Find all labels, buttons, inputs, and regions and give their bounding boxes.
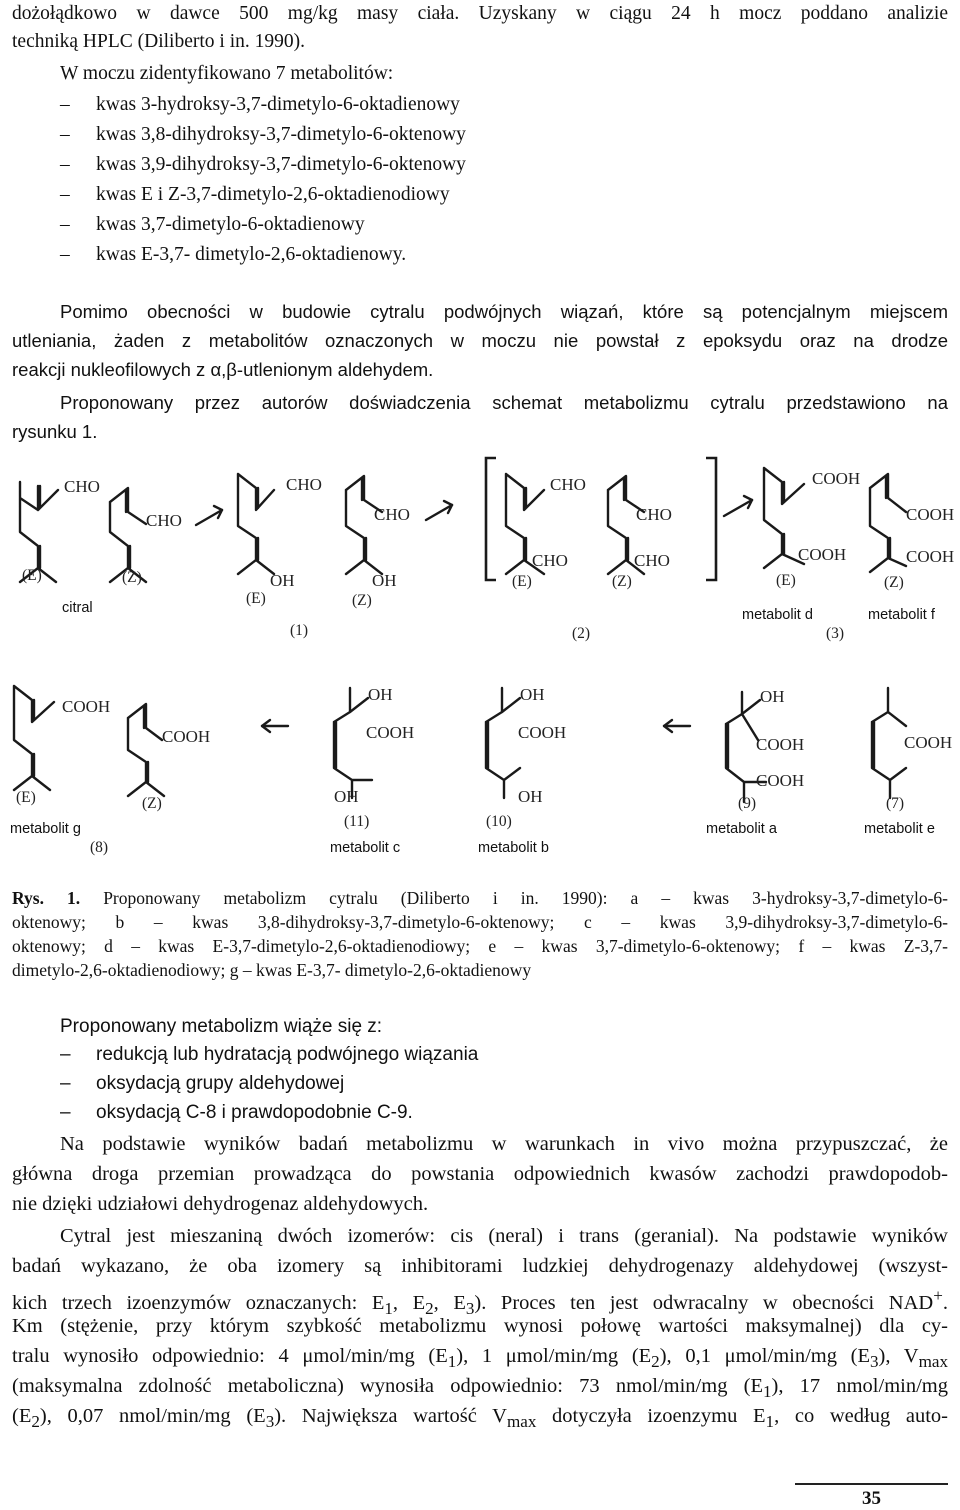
label-metabolit-a: metabolit a	[706, 821, 777, 837]
metabolism-scheme-svg	[0, 450, 960, 870]
figure-caption-line-4: dimetylo-2,6-oktadienodiowy; g – kwas E-3,7- dimetylo-2,6-oktadienowy	[12, 960, 532, 980]
cooh-group: COOH	[162, 727, 211, 746]
compound-number: (9)	[738, 795, 757, 812]
isomer-label-z: (Z)	[142, 795, 162, 812]
metabolite-item: – kwas 3,9-dihydroksy-3,7-dimetylo-6-oktenowy	[60, 154, 466, 175]
figure-caption-line-3: oktenowy; d – kwas E-3,7-dimetylo-2,6-oktadienodiowy; e – kwas 3,7-dimetylo-6-oktenowy; f – kwas Z-3,7-	[12, 936, 948, 956]
footer-rule	[795, 1483, 948, 1485]
para1-line-4: Proponowany przez autorów doświadczenia schemat metabolizmu cytralu przedstawiono na	[60, 392, 948, 413]
intro-line-1: dożołądkowo w dawce 500 mg/kg masy ciała. Uzyskany w ciągu 24 h mocz poddano analizie	[12, 3, 948, 24]
metabolites-list-header: W moczu zidentyfikowano 7 metabolitów:	[60, 63, 394, 84]
compound-number: (3)	[826, 625, 845, 642]
cho-group: CHO	[634, 551, 670, 570]
isomer-label-z: (Z)	[884, 574, 904, 591]
oh-group: OH	[270, 571, 295, 590]
isomer-label-e: (E)	[776, 572, 796, 589]
cho-group: CHO	[286, 475, 322, 494]
structure-3-e	[764, 468, 860, 589]
figure-caption-line-2: oktenowy; b – kwas 3,8-dihydroksy-3,7-dimetylo-6-oktenowy; c – kwas 3,9-dihydroksy-3,7-dimetylo-6-	[12, 912, 948, 932]
cho-group: CHO	[146, 511, 182, 530]
structure-2-e	[506, 474, 586, 590]
cooh-group: COOH	[756, 735, 805, 754]
compound-number: (10)	[486, 813, 512, 830]
cho-group: CHO	[550, 475, 586, 494]
cooh-group: COOH	[798, 545, 847, 564]
metabolite-item: – kwas E-3,7- dimetylo-2,6-oktadienowy.	[60, 244, 407, 265]
structure-9	[726, 687, 804, 812]
label-metabolit-g: metabolit g	[10, 821, 81, 837]
metabolite-item: – kwas E i Z-3,7-dimetylo-2,6-oktadienodiowy	[60, 184, 450, 205]
para1-line-3: reakcji nukleofilowych z α,β-utlenionym aldehydem.	[12, 359, 434, 380]
oh-group: OH	[520, 685, 545, 704]
isomer-label-z: (Z)	[122, 569, 142, 586]
structure-10	[486, 685, 566, 830]
cooh-group: COOH	[904, 733, 953, 752]
cooh-group: COOH	[906, 505, 955, 524]
cooh-group: COOH	[62, 697, 111, 716]
section2-header: Proponowany metabolizm wiąże się z:	[60, 1016, 383, 1037]
section2-p1-line-3: nie dzięki udziałowi dehydrogenaz aldehydowych.	[12, 1193, 429, 1215]
section2-p2-line-1: Cytral jest mieszaniną dwóch izomerów: cis (neral) i trans (geranial). Na podstawie wyników	[60, 1225, 948, 1247]
metabolite-item: – kwas 3,7-dimetylo-6-oktadienowy	[60, 214, 365, 235]
oh-group: OH	[760, 687, 785, 706]
compound-number: (7)	[886, 795, 905, 812]
structure-2-z	[608, 476, 672, 590]
isomer-label-e: (E)	[512, 573, 532, 590]
para1-line-5: rysunku 1.	[12, 421, 98, 442]
page-number: 35	[862, 1488, 881, 1509]
section2-p2-line-2: badań wykazano, że oba izomery są inhibitorami ludzkiej dehydrogenazy aldehydowej (wszyst-	[12, 1255, 948, 1277]
section2-p2-line-5: tralu wynosiło odpowiednio: 4 μmol/min/mg $(E_1)$, 1 μmol/min/mg $(E_2)$, 0,1 μmol/min/mg $(E_3)$, $V_{max}$	[12, 1345, 948, 1372]
structure-1-e	[238, 474, 322, 607]
structure-1-z	[346, 476, 410, 609]
intro-line-2: techniką HPLC (Diliberto i in. 1990).	[12, 31, 305, 52]
cooh-group: COOH	[756, 771, 805, 790]
structure-11	[334, 685, 414, 830]
compound-number: (11)	[344, 813, 370, 830]
structure-3-z	[870, 474, 954, 591]
cho-group: CHO	[374, 505, 410, 524]
oh-group: OH	[518, 787, 543, 806]
cho-group: CHO	[532, 551, 568, 570]
figure-caption-label: Rys. 1.	[12, 888, 81, 908]
cooh-group: COOH	[518, 723, 567, 742]
para1-line-1: Pomimo obecności w budowie cytralu podwójnych wiązań, które są potencjalnym miejscem	[60, 301, 948, 322]
cooh-group: COOH	[906, 547, 955, 566]
section2-p2-line-3: kich trzech izoenzymów oznaczanych: $E_1$, $E_2$, $E_3$). Proces ten jest odwracalny w obecności NAD+.	[12, 1286, 948, 1318]
section2-p2-line-7: $(E_2)$, 0,07 nmol/min/mg $(E_3)$. Największa wartość $V_{max}$ dotyczyła izoenzymu $E_1$, co według auto-	[12, 1405, 949, 1432]
section2-p1-line-2: główna droga przemian prowadząca do powstania odpowiednich kwasów zachodzi prawdopodob-	[12, 1163, 948, 1185]
section2-p2-line-6: (maksymalna zdolność metaboliczna) wynosiła odpowiednio: 73 nmol/min/mg $(E_1)$, 17 nmol/min/mg	[12, 1375, 948, 1402]
structure-8-z	[128, 704, 210, 812]
label-metabolit-c: metabolit c	[330, 840, 401, 856]
label-citral: citral	[62, 600, 93, 616]
compound-number: (8)	[90, 839, 109, 856]
cho-group: CHO	[64, 477, 100, 496]
isomer-label-e: (E)	[246, 590, 266, 607]
process-item: – oksydacją grupy aldehydowej	[60, 1073, 345, 1094]
label-metabolit-b: metabolit b	[478, 840, 549, 856]
cooh-group: COOH	[812, 469, 861, 488]
structure-citral-e	[20, 477, 100, 584]
section2-p1-line-1: Na podstawie wyników badań metabolizmu w warunkach in vivo można przypuszczać, że	[60, 1133, 948, 1155]
oh-group: OH	[334, 787, 359, 806]
structure-citral-z	[110, 488, 182, 586]
structure-7	[872, 688, 952, 812]
bracket-right	[706, 458, 716, 580]
cho-group: CHO	[636, 505, 672, 524]
metabolism-scheme-figure	[0, 450, 960, 870]
isomer-label-e: (E)	[22, 567, 42, 584]
isomer-label-z: (Z)	[352, 592, 372, 609]
oh-group: OH	[372, 571, 397, 590]
figure-caption-line-1: Rys. 1. Proponowany metabolizm cytralu (Diliberto i in. 1990): a – kwas 3-hydroksy-3,7-dimetylo-6-	[12, 888, 949, 908]
para1-line-2: utleniania, żaden z metabolitów oznaczonych w moczu nie powstał z epoksydu oraz na drodze	[12, 330, 948, 351]
metabolite-item: – kwas 3-hydroksy-3,7-dimetylo-6-oktadienowy	[60, 94, 460, 115]
process-item: – oksydacją C-8 i prawdopodobnie C-9.	[60, 1102, 413, 1123]
bracket-left	[486, 458, 496, 580]
cooh-group: COOH	[366, 723, 415, 742]
structure-8-e	[14, 686, 110, 806]
label-metabolit-f: metabolit f	[868, 607, 935, 623]
isomer-label-e: (E)	[16, 789, 36, 806]
compound-number: (2)	[572, 625, 591, 642]
label-metabolit-d: metabolit d	[742, 607, 813, 623]
oh-group: OH	[368, 685, 393, 704]
process-item: – redukcją lub hydratacją podwójnego wiązania	[60, 1044, 479, 1065]
compound-number: (1)	[290, 622, 309, 639]
section2-p2-line-4: Km (stężenie, przy którym szybkość metabolizmu wynosi połowę wartości maksymalnej) dla cy-	[12, 1315, 948, 1337]
isomer-label-z: (Z)	[612, 573, 632, 590]
label-metabolit-e: metabolit e	[864, 821, 935, 837]
metabolite-item: – kwas 3,8-dihydroksy-3,7-dimetylo-6-oktenowy	[60, 124, 466, 145]
